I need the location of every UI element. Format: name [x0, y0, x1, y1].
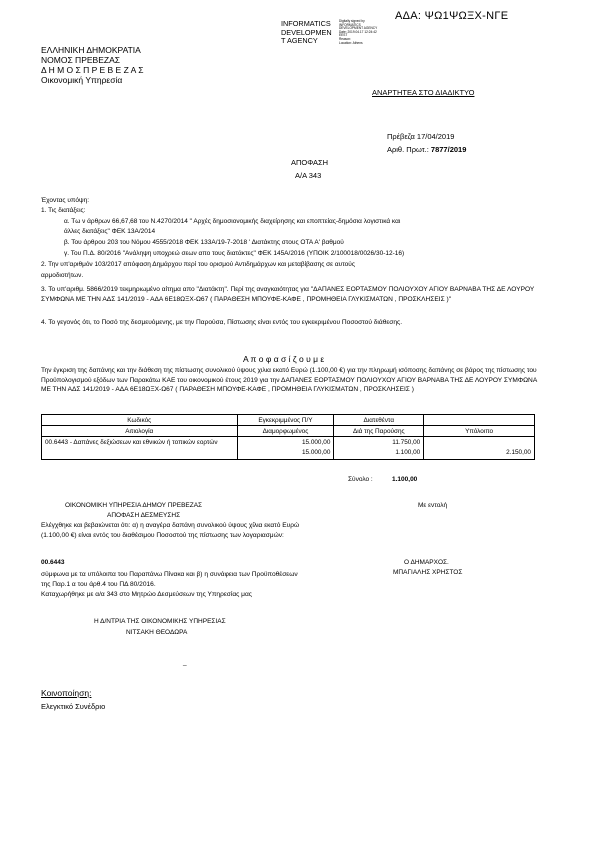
- commitment-text-2: σύμφωνα με τα υπόλοιπα του Παραπάνω Πίνακα και β) η συνάφεια των Προϋποθέσεων της Παρ.1 α του άρθ.4 του ΠΔ 80/2016.: [41, 571, 298, 588]
- th-reason: Αιτιολογία: [42, 426, 238, 437]
- logo-line-3: T AGENCY: [281, 36, 318, 46]
- sig-detail-6: Reason:: [339, 36, 351, 41]
- notify-title: Κοινοποίηση:: [41, 688, 92, 698]
- allocated-value-1: 11.750,00: [392, 439, 421, 446]
- logo-line-1: INFORMATICS: [281, 19, 331, 28]
- item-1: 1. Τις διατάξεις:: [41, 207, 86, 214]
- item-2-cont: αρμοδιοτήτων.: [41, 272, 84, 279]
- sig-detail-5: EEST: [339, 33, 348, 38]
- total-label: Σύνολο :: [348, 476, 373, 483]
- signature-dash: _: [183, 659, 187, 666]
- allocated-value-2: 1.100,00: [395, 449, 421, 456]
- commitment-text-3: Καταχωρήθηκε με α/α 343 στο Μητρώο Δεσμεύσεων της Υπηρεσίας μας: [41, 591, 252, 598]
- remaining-cell: 2.150,00: [424, 437, 535, 460]
- header-country: ΕΛΛΗΝΙΚΗ ΔΗΜΟΚΡΑΤΙΑ: [41, 45, 141, 55]
- protocol-label: Αριθ. Πρωτ.:: [387, 145, 431, 154]
- item-1c: γ. Του Π.Δ. 80/2016 "Ανάληψη υποχρεώ σεων απο τους διατάκτες" ΦΕΚ 145Α/2016 (ΥΠΟΙΚ 2/100018/0026/30-12-16): [64, 250, 405, 257]
- approved-value-1: 15.000,00: [301, 439, 331, 446]
- ada-code: ΑΔΑ: ΨΩ1ΨΩΞΧ-ΝΓΕ: [395, 10, 509, 22]
- allocated-cell: [334, 437, 424, 460]
- internet-note: ΑΝΑΡΤΗΤΕΑ ΣΤΟ ΔΙΑΔΙΚΤΥΟ: [372, 88, 475, 97]
- decision-title: ΑΠΟΦΑΣΗ: [291, 158, 329, 167]
- table-row: [42, 437, 535, 460]
- protocol-number: 7877/2019: [430, 145, 467, 154]
- item-4: 4. Το γεγονός ότι, το Ποσό της δεσμευόμενης, με την Παρούσα, Πίστωσης είναι εντός του εγκεκριμένου Ποσοστού διάθεσης.: [41, 319, 403, 326]
- sig-detail-3: DEVELOPMENT AGENCY: [339, 26, 378, 31]
- th-approved: Εγκεκριμμένος Π/Υ: [237, 415, 334, 426]
- mayor-title: Ο ΔΗΜΑΡΧΟΣ.: [404, 559, 449, 566]
- approved-cell: [237, 437, 334, 460]
- signature-details: [339, 20, 377, 45]
- commitment-code: 00.6443: [41, 559, 65, 566]
- finance-service-line: ΟΙΚΟΝΟΜΙΚΗ ΥΠΗΡΕΣΙΑ ΔΗΜΟΥ ΠΡΕΒΕΖΑΣ: [65, 502, 203, 509]
- item-1a: α. Τω ν άρθρων 66,67,68 του Ν.4270/2014 " Αρχές δημοσιονομικής διαχείρησης και εποπτείας-δημόσια λογιστικά και: [64, 218, 401, 225]
- th-code: Κωδικός: [42, 415, 238, 426]
- mayor-name: ΜΠΑΓΙΑΛΗΣ ΧΡΗΣΤΟΣ: [393, 569, 463, 576]
- decision-number: Α/Α 343: [295, 171, 322, 180]
- commitment-title: ΑΠΟΦΑΣΗ ΔΕΣΜΕΥΣΗΣ: [107, 512, 181, 519]
- date-line: Πρέβεζα 17/04/2019: [387, 132, 455, 141]
- notify-recipient: Ελεγκτικό Συνέδριο: [41, 702, 106, 711]
- th-this: Διά της Παρούσης: [334, 426, 424, 437]
- th-formed: Διαμορφωμένος: [237, 426, 334, 437]
- logo-line-2: DEVELOPMEN: [281, 27, 332, 37]
- table-header-row-1: [42, 415, 535, 426]
- th-blank: [424, 415, 535, 426]
- header-prefecture: ΝΟΜΟΣ ΠΡΕΒΕΖΑΣ: [41, 55, 120, 65]
- total-value: 1.100,00: [392, 476, 418, 483]
- item-3: 3. Το υπ'αριθμ. 5866/2019 τεκμηριωμένο αίτημα απο "Διατάκτη". Περί της αναγκαιότητας για "ΔΑΠΑΝΕΣ ΕΟΡΤΑΣΜΟΥ ΠΟΛΙΟΥΧΟΥ ΑΓΙΟΥ ΒΑΡΝΑΒΑ ΤΗΣ ΔΕ ΛΟΥΡΟΥ ΣΥΜΦΩΝΑ ΜΕ ΤΗΝ ΑΔΣ 141/2019 - ΑΔΑ 6Ε18ΩΞΧ-Ω67 ( ΠΑΡΑΘΕΣΗ ΜΠΟΥΦΕ-ΚΑΦΕ , ΠΡΟΜΗΘΕΙΑ ΓΛΥΚΙΣΜΑΤΩΝ , ΠΡΟΣΚΛΗΣΕΙΣ )": [41, 286, 535, 303]
- header-block: [41, 45, 143, 85]
- having-regard: Έχοντας υπόψη:: [41, 197, 90, 204]
- sig-detail-7: Location: Athens: [339, 40, 363, 45]
- item-2: 2. Την υπ'αριθμόν 103/2017 απόφαση Δημάρχου περί του ορισμού Αντιδημάρχων και μεταβίβασης σε αυτούς: [41, 261, 355, 268]
- header-service: Οικονομική Υπηρεσία: [41, 75, 123, 85]
- item-1a-cont: άλλες διατάξεις" ΦΕΚ 13Α/2014: [64, 228, 156, 235]
- protocol-line: [387, 145, 466, 154]
- th-remaining: Υπόλοιπο: [424, 426, 535, 437]
- approved-value-2: 15.000,00: [301, 449, 331, 456]
- item-1b: β. Του άρθρου 203 του Νόμου 4555/2018 ΦΕΚ 133Α/19-7-2018 ' Διατάκτης στους ΟΤΑ Α' βαθμού: [64, 239, 344, 246]
- sig-detail-1: Digitally signed by: [339, 19, 365, 23]
- director-title: Η Δ/ΝΤΡΙΑ ΤΗΣ ΟΙΚΟΝΟΜΙΚΗΣ ΥΠΗΡΕΣΙΑΣ: [94, 618, 226, 625]
- sig-detail-2: INFORMATICS: [339, 22, 361, 27]
- signature-logo: [281, 20, 332, 46]
- code-description: 00.6443 - Δαπάνες δεξιώσεων και εθνικών ή τοπικών εορτών: [42, 437, 238, 460]
- decide-title: Α π ο φ α σ ί ζ ο υ μ ε: [243, 354, 325, 364]
- decide-text: Την έγκριση της δαπάνης και την διάθεση της πίστωσης συνολικού ύψους χιλια εκατό Ευρώ (1.100,00 €) για την πληρωμή ισόποσης δαπάνης σε βάρος της πίστωσης του Προϋπολογισμού εξόδων των Παρακάτω ΚΑΕ του οικονομικού έτους 2019 για την ΔΑΠΑΝΕΣ ΕΟΡΤΑΣΜΟΥ ΠΟΛΙΟΥΧΟΥ ΑΓΙΟΥ ΒΑΡΝΑΒΑ ΤΗΣ ΔΕ ΛΟΥΡΟΥ ΣΥΜΦΩΝΑ ΜΕ ΤΗΝ ΑΔΣ 141/2019 - ΑΔΑ 6Ε18ΩΞΧ-Ω67 ( ΠΑΡΑΘΕΣΗ ΜΠΟΥΦΕ-ΚΑΦΕ , ΠΡΟΜΗΘΕΙΑ ΓΛΥΚΙΣΜΑΤΩΝ , ΠΡΟΣΚΛΗΣΕΙΣ ): [41, 367, 537, 394]
- header-municipality: Δ Η Μ Ο Σ Π Ρ Ε Β Ε Ζ Α Σ: [41, 65, 144, 75]
- sig-detail-4: Date: 2019.04.17 12:24:42: [339, 29, 377, 34]
- th-allocated: Διατεθέντα: [334, 415, 424, 426]
- commitment-text: Ελέγχθηκε και βεβαιώνεται ότι: α) η αναγέρα δαπάνη συνολικού ύψους χίλια εκατό Ευρώ (1.100,00 €) είναι εντός του διαθέσιμου Ποσοστού της πίστωσης των λογαριασμών:: [41, 522, 300, 539]
- table-header-row-2: [42, 426, 535, 437]
- by-order: Με εντολή: [418, 502, 448, 509]
- budget-table: [41, 414, 535, 460]
- director-name: ΝΙΤΣΑΚΗ ΘΕΟΔΩΡΑ: [126, 629, 188, 636]
